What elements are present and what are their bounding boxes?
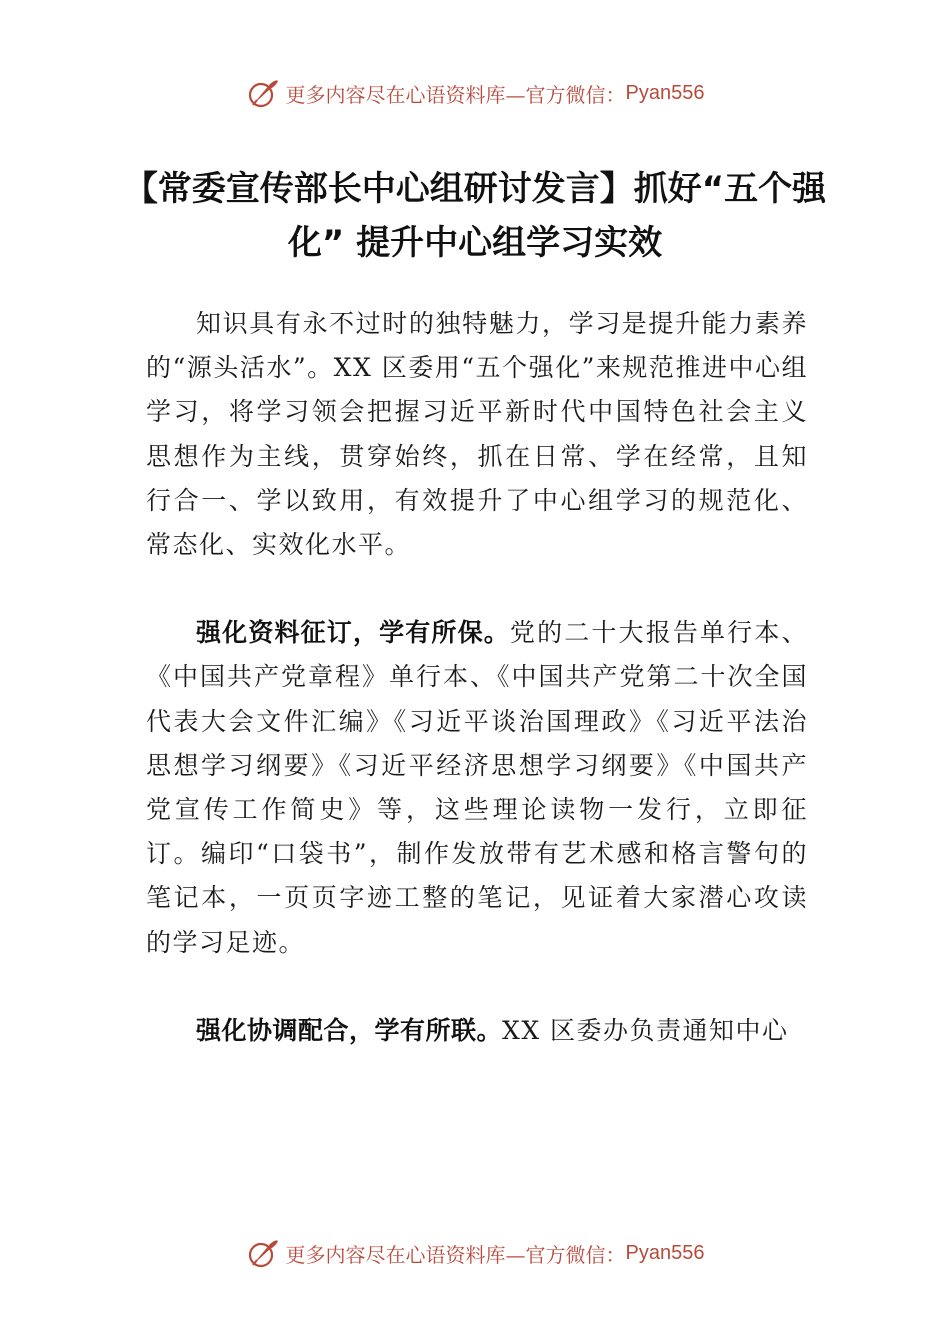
banner-text: 更多内容尽在心语资料库—官方微信： xyxy=(285,1242,626,1267)
quill-pen-logo-icon xyxy=(246,76,280,110)
paragraph-materials xyxy=(146,611,808,965)
paragraph-coordination xyxy=(146,1009,808,1053)
paragraph-text: 知识具有永不过时的独特魅力，学习是提升能力素养的“源头活水”。XX 区委用“五个强化”来规范推进中心组学习，将学习领会把握习近平新时代中国特色社会主义思想作为主线，贯穿始终，抓在日常、学在经常，且知行合一、学以致用，有效提升了中心组学习的规范化、常态化、实效化水平。 xyxy=(146,309,808,560)
banner-text: 更多内容尽在心语资料库—官方微信： xyxy=(285,82,626,107)
paragraph-intro xyxy=(146,302,808,567)
paragraph-heading: 强化协调配合，学有所联。 xyxy=(196,1015,503,1045)
paragraph-heading: 强化资料征订，学有所保。 xyxy=(196,618,510,648)
header-banner xyxy=(0,73,950,113)
quill-pen-logo-icon xyxy=(246,1236,280,1270)
banner-wechat-id: Pyan556 xyxy=(625,81,705,104)
paragraph-text: XX 区委办负责通知中心 xyxy=(502,1015,789,1045)
banner-wechat-id: Pyan556 xyxy=(625,1241,705,1264)
document-body xyxy=(146,302,808,1053)
paragraph-text: 党的二十大报告单行本、《中国共产党章程》单行本、《中国共产党第二十次全国代表大会文件汇编》《习近平谈治国理政》《习近平法治思想学习纲要》《习近平经济思想学习纲要》《中国共产党宣传工作简史》等，这些理论读物一发行，立即征订。编印“口袋书”，制作发放带有艺术感和格言警句的笔记本，一页页字迹工整的笔记，见证着大家潜心攻读的学习足迹。 xyxy=(146,618,808,957)
footer-banner xyxy=(0,1233,950,1273)
document-title: 【常委宣传部长中心组研讨发言】抓好“五个强化” 提升中心组学习实效 xyxy=(123,169,827,263)
